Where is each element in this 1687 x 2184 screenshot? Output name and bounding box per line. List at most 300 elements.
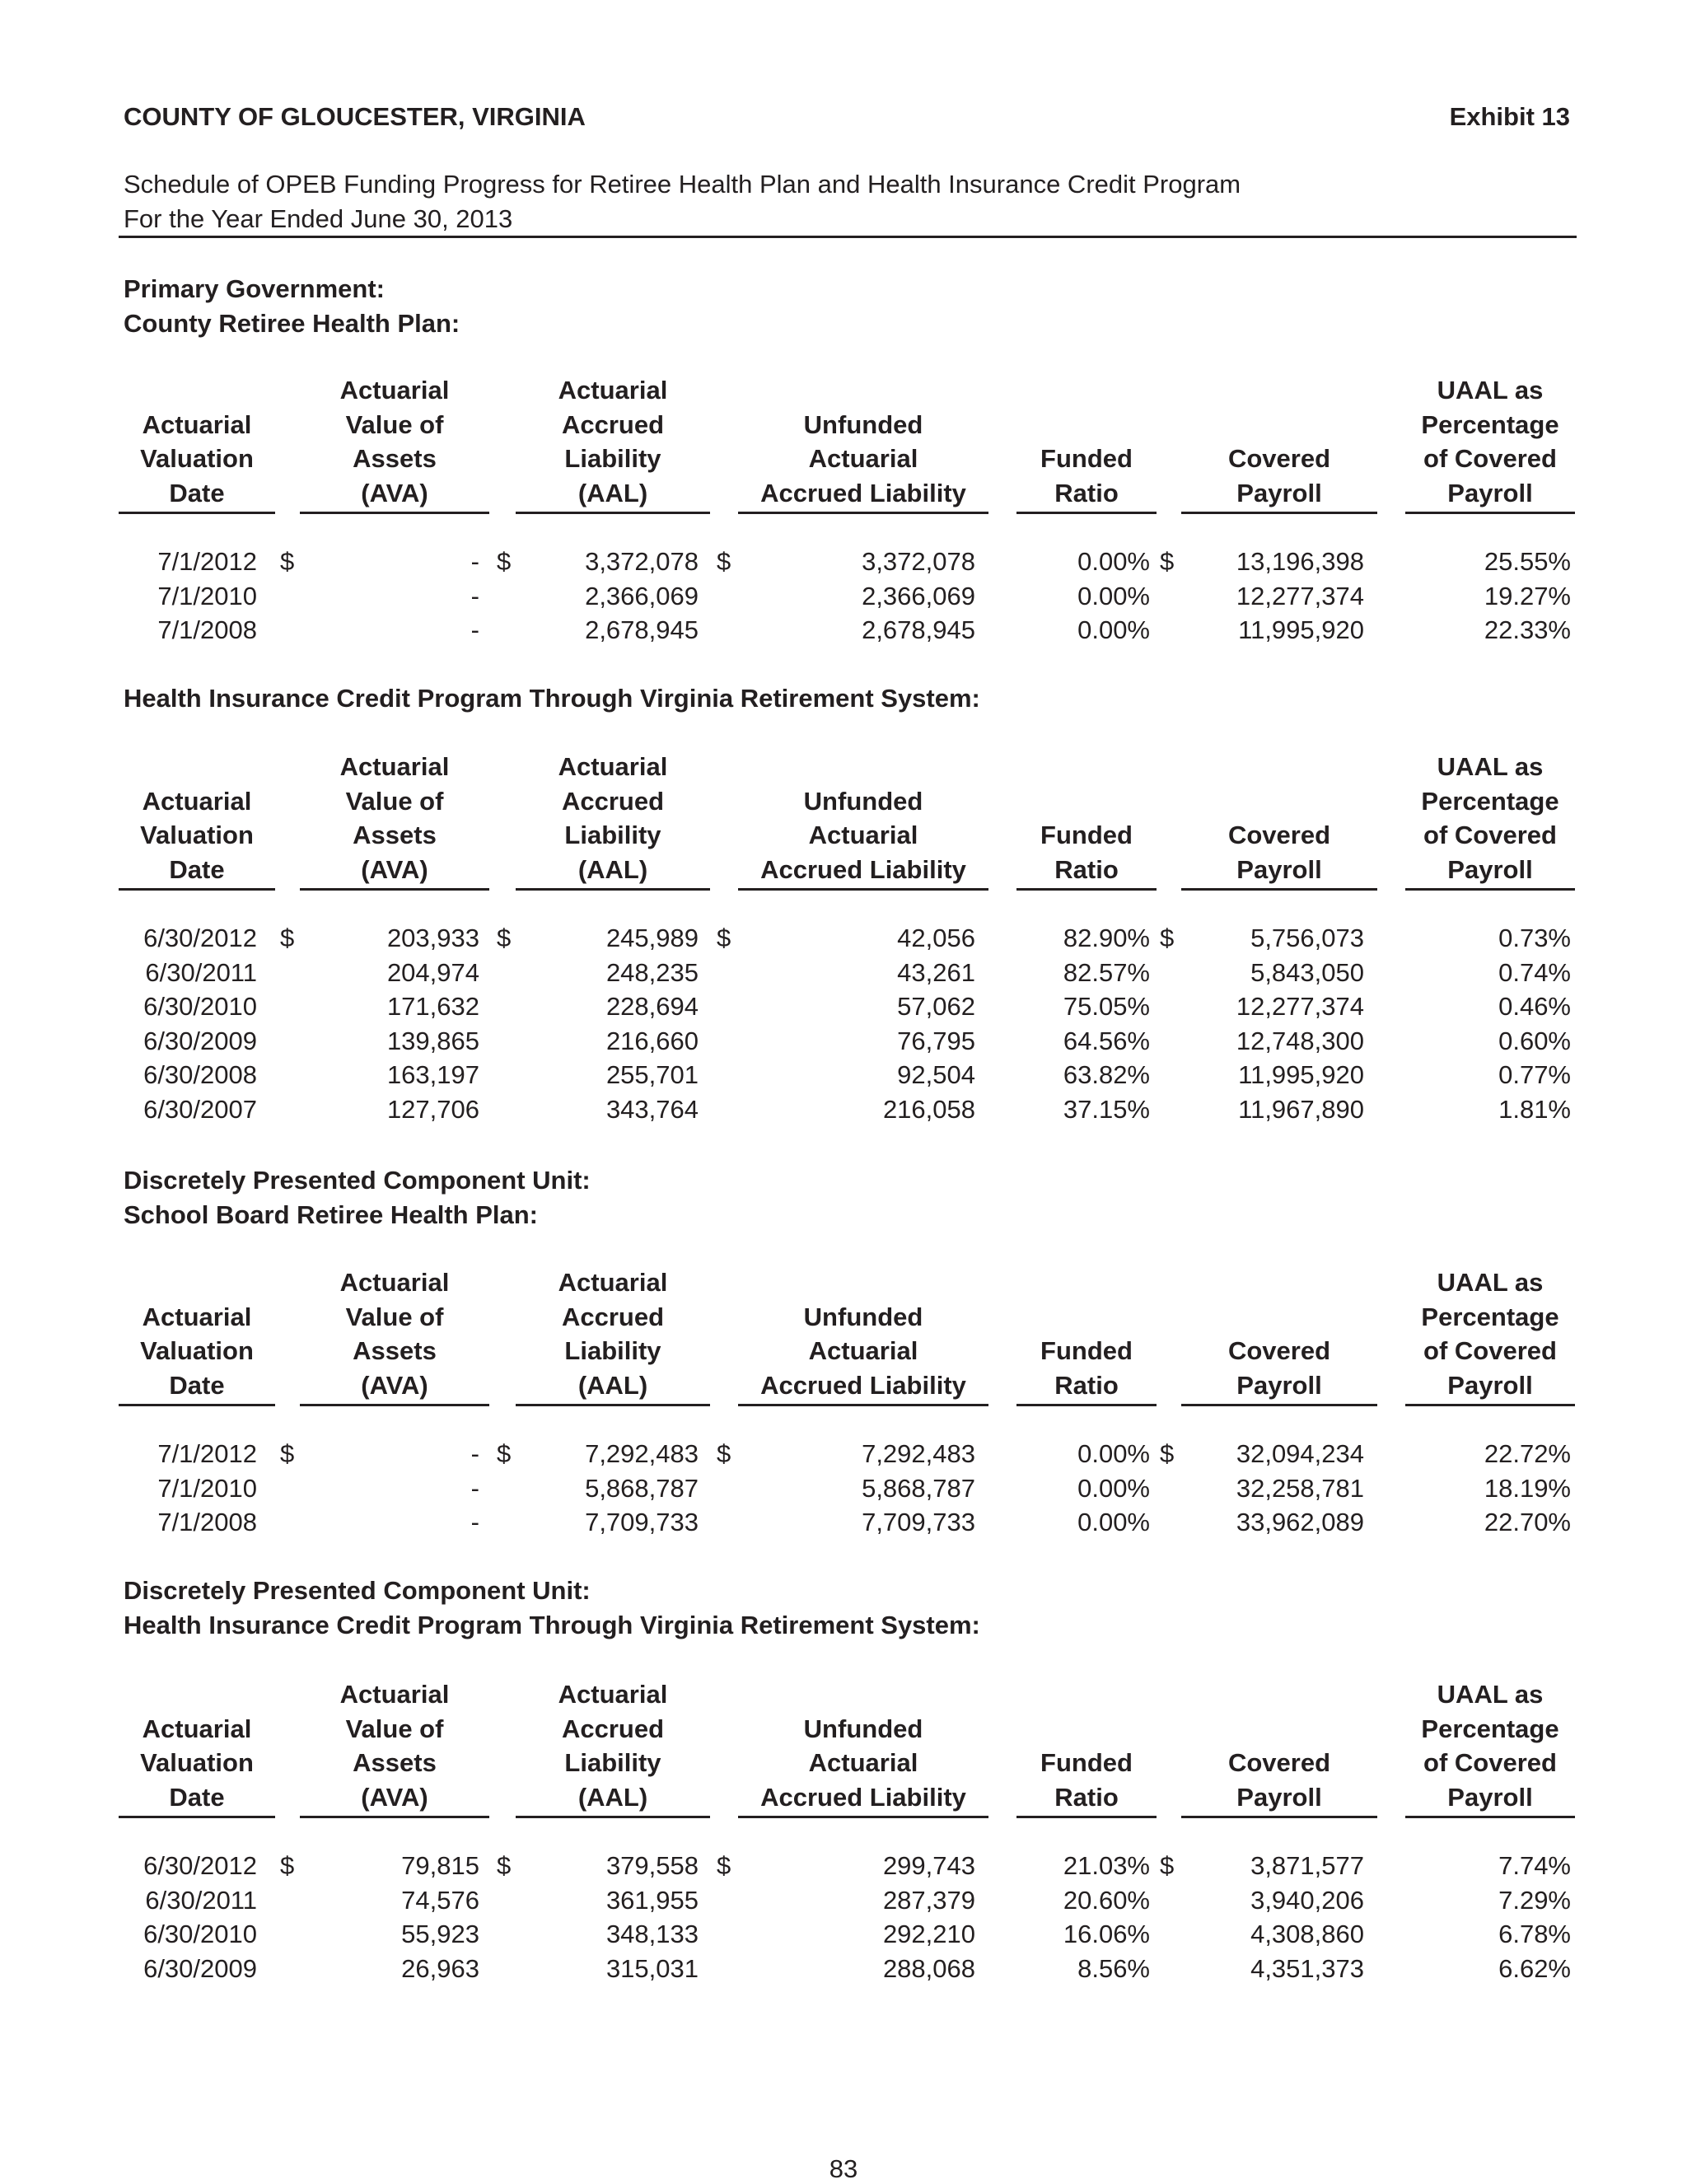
column-header-line: Accrued [561, 1714, 665, 1743]
column-header-line [1181, 1677, 1377, 1712]
cell-payroll: 4,351,373 [1250, 1953, 1364, 1983]
table-row [0, 1060, 1687, 1095]
column-header-line [738, 373, 988, 408]
cell-uaal-sign: $ [717, 547, 731, 576]
cell-pct: 6.78% [1498, 1920, 1571, 1948]
column-header-line: Liability [564, 821, 661, 849]
column-header-line: Actuarial [142, 1714, 252, 1743]
column-header-rule [1181, 512, 1377, 514]
cell-uaal: 2,366,069 [862, 581, 975, 610]
column-header-line [119, 1265, 275, 1300]
cell-ava: - [470, 615, 479, 644]
column-header-line [738, 750, 988, 784]
column-header-ava [300, 1677, 489, 1814]
cell-funded: 0.00% [1077, 1508, 1150, 1536]
column-header-line: Assets [353, 1336, 437, 1365]
column-header-line: UAAL as [1437, 1680, 1544, 1709]
cell-aal: 7,292,483 [585, 1439, 699, 1468]
cell-funded: 82.57% [1063, 957, 1150, 987]
cell-date: 6/30/2011 [145, 1885, 257, 1915]
column-header-aal [516, 750, 710, 886]
table-row [0, 1474, 1687, 1508]
column-header-line: Value of [345, 786, 444, 816]
table-row [0, 615, 1687, 650]
column-header-line: Date [169, 854, 225, 884]
cell-uaal: 299,743 [882, 1851, 975, 1880]
column-header-line: Valuation [140, 1748, 254, 1777]
cell-payroll: 11,967,890 [1238, 1094, 1364, 1124]
cell-date: 7/1/2012 [157, 1439, 257, 1468]
cell-date: 7/1/2012 [157, 547, 257, 576]
column-header-line: Actuarial [339, 376, 450, 405]
cell-ava-sign: $ [280, 547, 295, 576]
column-header-line [738, 1677, 988, 1712]
cell-funded: 63.82% [1063, 1060, 1150, 1089]
column-header-rule [516, 512, 710, 514]
cell-aal: 315,031 [605, 1953, 699, 1983]
cell-date: 6/30/2010 [143, 1920, 257, 1948]
column-header-line: of Covered [1423, 821, 1557, 849]
column-header-line [1016, 784, 1157, 819]
cell-pct: 22.72% [1484, 1439, 1571, 1468]
cell-pct: 6.62% [1498, 1953, 1571, 1983]
column-header-line: Assets [353, 444, 437, 473]
cell-payroll: 12,748,300 [1236, 1026, 1364, 1055]
column-header-funded [1016, 1265, 1157, 1402]
cell-pct: 0.73% [1498, 924, 1571, 952]
column-header-line [119, 1677, 275, 1712]
cell-uaal: 7,292,483 [862, 1439, 975, 1468]
column-header-line: Valuation [140, 1336, 254, 1365]
cell-aal: 216,660 [605, 1026, 699, 1055]
cell-uaal: 3,372,078 [862, 547, 975, 576]
cell-payroll: 12,277,374 [1236, 581, 1364, 610]
column-header-line: Actuarial [339, 1680, 450, 1709]
title-divider [119, 236, 1577, 238]
column-header-line: (AVA) [361, 478, 428, 507]
column-header-rule [1181, 1404, 1377, 1406]
column-header-line: Actuarial [558, 752, 668, 781]
column-header-line [1016, 373, 1157, 408]
table-row [0, 1027, 1687, 1061]
column-header-line: (AAL) [577, 854, 648, 884]
table-row [0, 547, 1687, 582]
column-header-line: (AVA) [361, 1370, 428, 1400]
cell-payroll: 32,258,781 [1236, 1473, 1364, 1503]
column-header-pct [1405, 1265, 1575, 1402]
cell-uaal: 292,210 [882, 1920, 975, 1948]
cell-uaal: 76,795 [897, 1026, 975, 1055]
column-header-line: Accrued Liability [760, 1370, 966, 1400]
cell-aal: 348,133 [605, 1920, 699, 1948]
cell-pct: 1.81% [1498, 1094, 1571, 1124]
cell-uaal: 57,062 [897, 992, 975, 1021]
column-header-line: Covered [1227, 1748, 1331, 1777]
cell-uaal-sign: $ [717, 924, 731, 952]
column-header-uaal [738, 373, 988, 510]
column-header-line [1181, 784, 1377, 819]
cell-ava: - [470, 1439, 479, 1468]
cell-aal: 2,678,945 [585, 615, 699, 644]
cell-date: 7/1/2008 [157, 615, 257, 644]
column-header-line: of Covered [1423, 1336, 1557, 1365]
cell-date: 7/1/2008 [157, 1508, 257, 1536]
table-row [0, 1508, 1687, 1542]
column-header-line: Ratio [1054, 478, 1119, 507]
cell-payroll: 3,940,206 [1250, 1885, 1364, 1915]
column-header-line: Unfunded [803, 1714, 923, 1743]
section-label: School Board Retiree Health Plan: [124, 1200, 538, 1229]
cell-pct: 7.29% [1498, 1885, 1571, 1915]
cell-payroll: 5,756,073 [1250, 924, 1364, 952]
column-header-rule [119, 1816, 275, 1818]
cell-funded: 0.00% [1077, 615, 1150, 644]
column-header-pct [1405, 750, 1575, 886]
column-header-date [119, 373, 275, 510]
cell-ava: 127,706 [386, 1094, 479, 1124]
table-row [0, 958, 1687, 993]
cell-aal: 2,366,069 [585, 581, 699, 610]
cell-ava-sign: $ [280, 924, 295, 952]
cell-funded: 0.00% [1077, 547, 1150, 576]
column-header-rule [1016, 1816, 1157, 1818]
period-label: For the Year Ended June 30, 2013 [124, 204, 513, 233]
column-header-line: Percentage [1421, 409, 1559, 439]
column-header-rule [738, 512, 988, 514]
column-header-line: of Covered [1423, 444, 1557, 473]
column-header-line: Percentage [1421, 786, 1559, 816]
cell-payroll: 3,871,577 [1250, 1851, 1364, 1880]
column-header-line: Payroll [1447, 1370, 1533, 1400]
cell-payroll: 13,196,398 [1236, 547, 1364, 576]
table-row [0, 1920, 1687, 1954]
cell-date: 6/30/2010 [143, 992, 257, 1021]
column-header-rule [300, 888, 489, 891]
column-header-payroll [1181, 373, 1377, 510]
table-row [0, 1954, 1687, 1989]
column-header-rule [1016, 1404, 1157, 1406]
column-header-line [1181, 408, 1377, 442]
column-header-ava [300, 1265, 489, 1402]
column-header-line: Actuarial [142, 1302, 252, 1331]
column-header-line: Actuarial [558, 1680, 668, 1709]
column-header-line: Ratio [1054, 1782, 1119, 1812]
section-label: Primary Government: [124, 274, 385, 303]
column-header-line: Value of [345, 1714, 444, 1743]
column-header-line: Payroll [1447, 854, 1533, 884]
cell-pct: 19.27% [1484, 581, 1571, 610]
column-header-line [119, 373, 275, 408]
cell-payroll: 33,962,089 [1236, 1508, 1364, 1536]
column-header-line: Payroll [1236, 854, 1322, 884]
column-header-rule [119, 1404, 275, 1406]
column-header-rule [1405, 1816, 1575, 1818]
column-header-line: Valuation [140, 821, 254, 849]
column-header-rule [516, 1816, 710, 1818]
exhibit-label: Exhibit 13 [1449, 102, 1570, 131]
cell-ava: 203,933 [386, 924, 479, 952]
column-header-line [1016, 408, 1157, 442]
column-header-line: (AAL) [577, 478, 648, 507]
cell-uaal: 92,504 [897, 1060, 975, 1089]
page-number: 83 [829, 2154, 858, 2183]
cell-pct: 0.60% [1498, 1026, 1571, 1055]
column-header-line: Actuarial [808, 444, 918, 473]
cell-date: 7/1/2010 [157, 581, 257, 610]
cell-funded: 0.00% [1077, 1439, 1150, 1468]
table-row [0, 1439, 1687, 1474]
cell-date: 6/30/2007 [143, 1094, 257, 1124]
cell-payroll-sign: $ [1160, 1439, 1175, 1468]
section-label: Discretely Presented Component Unit: [124, 1576, 591, 1605]
cell-aal: 255,701 [605, 1060, 699, 1089]
entity-title: COUNTY OF GLOUCESTER, VIRGINIA [124, 102, 586, 131]
column-header-line: Date [169, 1370, 225, 1400]
column-header-rule [738, 1404, 988, 1406]
cell-date: 6/30/2009 [143, 1953, 257, 1983]
cell-funded: 64.56% [1063, 1026, 1150, 1055]
column-header-ava [300, 750, 489, 886]
column-header-line: (AVA) [361, 854, 428, 884]
cell-aal-sign: $ [497, 547, 512, 576]
column-header-uaal [738, 1677, 988, 1814]
column-header-date [119, 1265, 275, 1402]
column-header-line: Accrued [561, 409, 665, 439]
column-header-line: Unfunded [803, 786, 923, 816]
column-header-pct [1405, 373, 1575, 510]
column-header-line [1016, 1677, 1157, 1712]
column-header-line: Assets [353, 1748, 437, 1777]
column-header-line: Funded [1040, 444, 1133, 473]
column-header-line: (AAL) [577, 1782, 648, 1812]
column-header-line: (AAL) [577, 1370, 648, 1400]
cell-aal: 361,955 [605, 1885, 699, 1915]
column-header-line: Actuarial [808, 821, 918, 849]
section-label: Health Insurance Credit Program Through Virginia Retirement System: [124, 1611, 980, 1639]
column-header-rule [1405, 1404, 1575, 1406]
cell-ava: - [470, 1508, 479, 1536]
cell-ava: 55,923 [401, 1920, 479, 1948]
column-header-rule [119, 888, 275, 891]
cell-payroll: 5,843,050 [1250, 957, 1364, 987]
cell-payroll-sign: $ [1160, 547, 1175, 576]
cell-uaal: 42,056 [897, 924, 975, 952]
section-label: Discretely Presented Component Unit: [124, 1166, 591, 1195]
cell-pct: 0.74% [1498, 957, 1571, 987]
column-header-line: Covered [1227, 1336, 1331, 1365]
cell-date: 6/30/2011 [145, 957, 257, 987]
column-header-line: Value of [345, 409, 444, 439]
cell-payroll-sign: $ [1160, 1851, 1175, 1880]
column-header-line: Unfunded [803, 1302, 923, 1331]
cell-ava: 26,963 [401, 1953, 479, 1983]
cell-uaal: 287,379 [882, 1885, 975, 1915]
cell-date: 6/30/2012 [143, 924, 257, 952]
column-header-line [1181, 1300, 1377, 1335]
cell-funded: 20.60% [1063, 1885, 1150, 1915]
cell-aal: 3,372,078 [585, 547, 699, 576]
cell-uaal: 7,709,733 [862, 1508, 975, 1536]
column-header-line: Date [169, 1782, 225, 1812]
column-header-line [1016, 1300, 1157, 1335]
column-header-rule [516, 1404, 710, 1406]
cell-pct: 0.77% [1498, 1060, 1571, 1089]
column-header-line: Actuarial [339, 1268, 450, 1297]
cell-ava: - [470, 1473, 479, 1503]
column-header-payroll [1181, 1677, 1377, 1814]
cell-funded: 37.15% [1063, 1094, 1150, 1124]
column-header-line: Payroll [1447, 478, 1533, 507]
column-header-line: Ratio [1054, 854, 1119, 884]
cell-aal-sign: $ [497, 924, 512, 952]
column-header-line: Covered [1227, 444, 1331, 473]
column-header-line [1181, 1265, 1377, 1300]
column-header-line: of Covered [1423, 1748, 1557, 1777]
cell-aal: 228,694 [605, 992, 699, 1021]
cell-pct: 0.46% [1498, 992, 1571, 1021]
column-header-line: Percentage [1421, 1302, 1559, 1331]
column-header-uaal [738, 1265, 988, 1402]
column-header-line: Funded [1040, 1336, 1133, 1365]
column-header-line: Assets [353, 821, 437, 849]
column-header-line: Actuarial [808, 1748, 918, 1777]
column-header-ava [300, 373, 489, 510]
cell-ava: 74,576 [401, 1885, 479, 1915]
column-header-line: Liability [564, 444, 661, 473]
cell-uaal: 43,261 [897, 957, 975, 987]
column-header-line [1181, 1712, 1377, 1747]
cell-pct: 7.74% [1498, 1851, 1571, 1880]
cell-aal: 379,558 [605, 1851, 699, 1880]
column-header-rule [300, 1404, 489, 1406]
cell-aal: 245,989 [605, 924, 699, 952]
column-header-line [1016, 750, 1157, 784]
column-header-rule [516, 888, 710, 891]
cell-funded: 0.00% [1077, 1473, 1150, 1503]
cell-ava: 163,197 [386, 1060, 479, 1089]
cell-payroll: 12,277,374 [1236, 992, 1364, 1021]
column-header-line: Actuarial [808, 1336, 918, 1365]
cell-date: 6/30/2012 [143, 1851, 257, 1880]
column-header-line: Value of [345, 1302, 444, 1331]
cell-uaal-sign: $ [717, 1439, 731, 1468]
cell-pct: 25.55% [1484, 547, 1571, 576]
column-header-funded [1016, 750, 1157, 886]
cell-payroll: 11,995,920 [1238, 1060, 1364, 1089]
cell-uaal: 216,058 [882, 1094, 975, 1124]
column-header-rule [1405, 888, 1575, 891]
column-header-line [738, 1265, 988, 1300]
cell-ava: - [470, 581, 479, 610]
cell-funded: 21.03% [1063, 1851, 1150, 1880]
table-row [0, 582, 1687, 616]
cell-ava: 204,974 [386, 957, 479, 987]
column-header-line: Funded [1040, 821, 1133, 849]
cell-aal-sign: $ [497, 1439, 512, 1468]
cell-uaal: 2,678,945 [862, 615, 975, 644]
cell-payroll-sign: $ [1160, 924, 1175, 952]
column-header-aal [516, 373, 710, 510]
column-header-line: Actuarial [558, 1268, 668, 1297]
cell-funded: 82.90% [1063, 924, 1150, 952]
cell-aal: 343,764 [605, 1094, 699, 1124]
column-header-line: Payroll [1236, 1370, 1322, 1400]
column-header-line: Accrued [561, 1302, 665, 1331]
column-header-line: UAAL as [1437, 376, 1544, 405]
column-header-line [1181, 373, 1377, 408]
cell-ava-sign: $ [280, 1851, 295, 1880]
column-header-rule [119, 512, 275, 514]
column-header-line: Covered [1227, 821, 1331, 849]
column-header-line: Accrued Liability [760, 478, 966, 507]
column-header-line: UAAL as [1437, 752, 1544, 781]
column-header-line: Payroll [1236, 1782, 1322, 1812]
column-header-line [1016, 1712, 1157, 1747]
column-header-date [119, 1677, 275, 1814]
column-header-rule [1405, 512, 1575, 514]
column-header-line: Payroll [1447, 1782, 1533, 1812]
column-header-line [1181, 750, 1377, 784]
cell-ava: - [470, 547, 479, 576]
cell-date: 6/30/2008 [143, 1060, 257, 1089]
column-header-aal [516, 1265, 710, 1402]
column-header-rule [1016, 512, 1157, 514]
column-header-line: Actuarial [142, 409, 252, 439]
cell-aal: 7,709,733 [585, 1508, 699, 1536]
cell-ava: 171,632 [386, 992, 479, 1021]
section-label: Health Insurance Credit Program Through Virginia Retirement System: [124, 684, 980, 713]
cell-aal: 5,868,787 [585, 1473, 699, 1503]
cell-date: 6/30/2009 [143, 1026, 257, 1055]
cell-date: 7/1/2010 [157, 1473, 257, 1503]
table-row [0, 992, 1687, 1027]
column-header-rule [300, 512, 489, 514]
cell-ava: 79,815 [401, 1851, 479, 1880]
column-header-rule [738, 888, 988, 891]
cell-uaal-sign: $ [717, 1851, 731, 1880]
column-header-date [119, 750, 275, 886]
cell-payroll: 32,094,234 [1236, 1439, 1364, 1468]
cell-pct: 18.19% [1484, 1473, 1571, 1503]
column-header-funded [1016, 1677, 1157, 1814]
column-header-line [119, 750, 275, 784]
schedule-title: Schedule of OPEB Funding Progress for Retiree Health Plan and Health Insurance Credit Program [124, 170, 1241, 199]
column-header-line: Accrued Liability [760, 1782, 966, 1812]
cell-funded: 8.56% [1077, 1953, 1150, 1983]
column-header-line: Valuation [140, 444, 254, 473]
column-header-line: UAAL as [1437, 1268, 1544, 1297]
cell-pct: 22.70% [1484, 1508, 1571, 1536]
cell-uaal: 5,868,787 [862, 1473, 975, 1503]
column-header-pct [1405, 1677, 1575, 1814]
cell-ava: 139,865 [386, 1026, 479, 1055]
column-header-line: Accrued Liability [760, 854, 966, 884]
column-header-line: Percentage [1421, 1714, 1559, 1743]
cell-payroll: 11,995,920 [1238, 615, 1364, 644]
cell-funded: 75.05% [1063, 992, 1150, 1021]
cell-ava-sign: $ [280, 1439, 295, 1468]
column-header-uaal [738, 750, 988, 886]
cell-payroll: 4,308,860 [1250, 1920, 1364, 1948]
cell-uaal: 288,068 [882, 1953, 975, 1983]
table-row [0, 1095, 1687, 1129]
column-header-line: Actuarial [142, 786, 252, 816]
column-header-line: Liability [564, 1336, 661, 1365]
column-header-payroll [1181, 750, 1377, 886]
cell-funded: 0.00% [1077, 581, 1150, 610]
column-header-line: Accrued [561, 786, 665, 816]
column-header-rule [1016, 888, 1157, 891]
